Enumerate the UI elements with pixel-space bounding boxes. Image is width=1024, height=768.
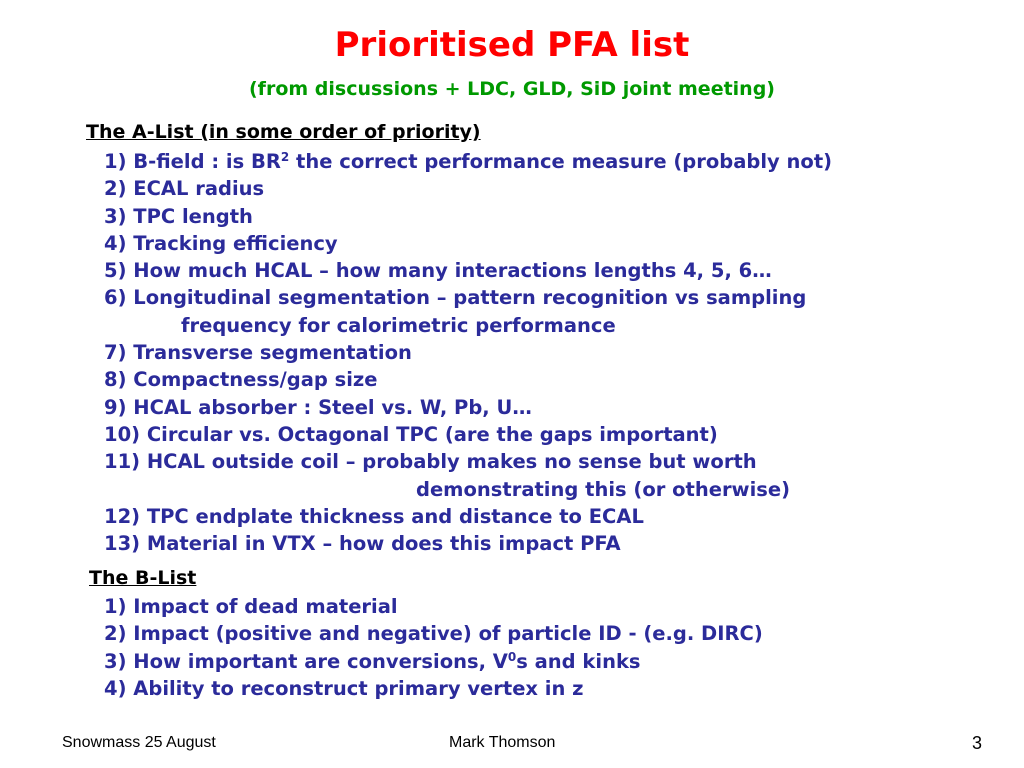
list-item: [104, 448, 832, 503]
item-text-post: s and kinks: [516, 649, 641, 673]
list-item: 4) Tracking efficiency: [104, 231, 338, 255]
footer-event: Snowmass 25 August: [62, 734, 216, 751]
b-list-heading: The B-List: [89, 567, 197, 589]
list-item: 13) Material in VTX – how does this impact PFA: [104, 532, 621, 556]
item-text-pre: 1) B-field : is BR: [104, 150, 281, 173]
list-item: [104, 148, 832, 175]
slide-subtitle: (from discussions + LDC, GLD, SiD joint meeting): [249, 78, 775, 100]
list-item: [104, 284, 832, 339]
list-item-text: 11) HCAL outside coil – probably makes no sense but worth: [104, 450, 757, 474]
list-item: 12) TPC endplate thickness and distance to ECAL: [104, 504, 644, 528]
list-item: 10) Circular vs. Octagonal TPC (are the gaps important): [104, 422, 718, 446]
list-item: 4) Ability to reconstruct primary vertex in z: [104, 676, 584, 700]
a-list: [104, 148, 832, 557]
list-item: 2) Impact (positive and negative) of particle ID - (e.g. DIRC): [104, 622, 763, 646]
item-text-post: the correct performance measure (probably not): [289, 150, 833, 173]
list-item: 5) How much HCAL – how many interactions lengths 4, 5, 6…: [104, 259, 772, 283]
b-list: [104, 593, 763, 702]
a-list-heading: The A-List (in some order of priority): [86, 121, 481, 143]
list-item: 8) Compactness/gap size: [104, 368, 378, 392]
list-item: 7) Transverse segmentation: [104, 341, 412, 365]
page-number: 3: [972, 733, 983, 753]
list-item-continuation: frequency for calorimetric performance: [181, 313, 616, 337]
list-item-text: 6) Longitudinal segmentation – pattern recognition vs sampling: [104, 286, 807, 310]
superscript: 2: [280, 150, 290, 164]
list-item: [104, 648, 763, 675]
list-item-continuation: demonstrating this (or otherwise): [416, 477, 791, 501]
list-item: 1) Impact of dead material: [104, 595, 398, 618]
superscript: 0: [507, 649, 517, 664]
item-text-pre: 3) How important are conversions, V: [104, 649, 508, 673]
list-item: 9) HCAL absorber : Steel vs. W, Pb, U…: [104, 395, 532, 419]
footer-author: Mark Thomson: [449, 734, 556, 751]
list-item: 3) TPC length: [104, 204, 253, 228]
list-item: 2) ECAL radius: [104, 177, 265, 201]
slide-title: Prioritised PFA list: [334, 25, 690, 65]
